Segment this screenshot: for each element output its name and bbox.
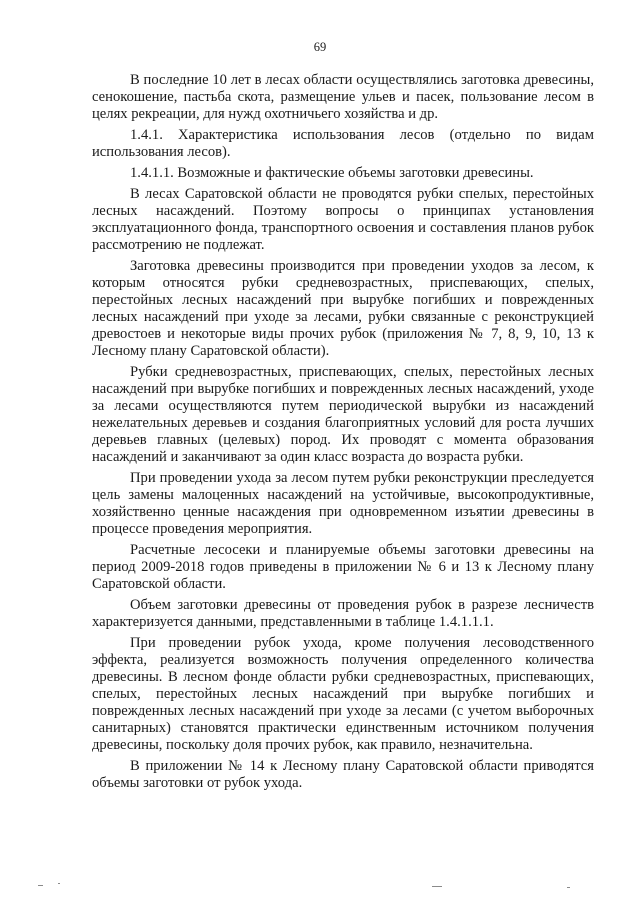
scan-speck (432, 886, 442, 887)
scan-speck (567, 887, 570, 888)
paragraph-appendix-14: В приложении № 14 к Лесному плану Саратовской области приводятся объемы заготовки от рубок ухода. (92, 758, 594, 791)
scan-speck (58, 883, 60, 884)
paragraph-thinning-yield: При проведении рубок ухода, кроме получения лесоводственного эффекта, реализуется возможность получения определенного количества древесины. В лесном фонде области рубки средневозрастных, приспевающих, спелых, перестойных лесных насаждений при вырубке погибших и поврежденных лесных насаждений при уходе за лесами (с учетом выборочных санитарных) становятся практически единственным источником получения древесины, поскольку доля прочих рубок, как правило, незначительна. (92, 635, 594, 753)
paragraph-planned-volumes: Расчетные лесосеки и планируемые объемы заготовки древесины на период 2009-2018 годов приведены в приложении № 6 и 13 к Лесному плану Саратовской области. (92, 542, 594, 592)
section-heading-1-4-1-1: 1.4.1.1. Возможные и фактические объемы заготовки древесины. (130, 165, 534, 181)
paragraph-volume-by-district: Объем заготовки древесины от проведения рубок в разрезе лесничеств характеризуется данными, представленными в таблице 1.4.1.1.1. (92, 597, 594, 630)
paragraph-wood-harvesting: Заготовка древесины производится при проведении уходов за лесом, к которым относятся рубки средневозрастных, приспевающих, спелых, перестойных лесных насаждений при вырубке погибших и поврежденных лесных насаждений при уходе за лесами, рубки связанные с реконструкцией древостоев и некоторые виды прочих рубок (приложения № 7, 8, 9, 10, 13 к Лесному плану Саратовской области). (92, 258, 594, 359)
paragraph-intro: В последние 10 лет в лесах области осуществлялись заготовка древесины, сенокошение, пастьба скота, размещение ульев и пасек, пользование лесом в целях рекреации, для нужд охотничьего хозяйства и др. (92, 72, 594, 122)
page-number: 69 (313, 40, 327, 54)
scan-speck (38, 885, 43, 886)
paragraph-no-mature-cutting: В лесах Саратовской области не проводятся рубки спелых, перестойных лесных насаждений. Поэтому вопросы о принципах установления эксплуатационного фонда, транспортного освоения и составления планов рубок рассмотрению не подлежат. (92, 186, 594, 253)
paragraph-reconstruction: При проведении ухода за лесом путем рубки реконструкции преследуется цель замены малоценных насаждений на устойчивые, высокопродуктивные, хозяйственно ценные насаждения при одновременном изъятии древесины в процессе проведения мероприятия. (92, 470, 594, 537)
section-heading-1-4-1: 1.4.1. Характеристика использования лесов (отдельно по видам использования лесов). (92, 127, 594, 160)
document-body (92, 72, 594, 796)
paragraph-thinning-methods: Рубки средневозрастных, приспевающих, спелых, перестойных лесных насаждений при вырубке погибших и поврежденных лесных насаждений, уходе за лесами осуществляются путем периодической вырубки из насаждений нежелательных деревьев и создания благоприятных условий для роста лучших деревьев главных (целевых) пород. Их проводят с момента образования насаждений и заканчивают за один класс возраста до возраста рубки. (92, 364, 594, 465)
